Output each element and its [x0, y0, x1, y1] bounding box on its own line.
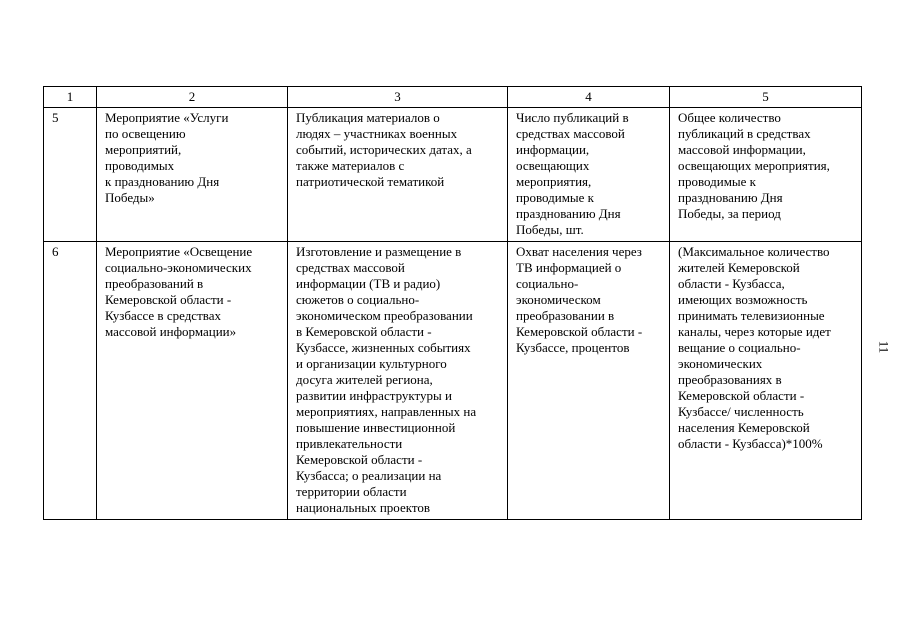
header-cell-5: 5 [670, 87, 862, 108]
indicators-table [43, 86, 862, 520]
header-cell-1: 1 [44, 87, 97, 108]
header-cell-4: 4 [508, 87, 670, 108]
header-cell-3: 3 [288, 87, 508, 108]
page-number: 11 [876, 340, 892, 354]
calculation-method: Общее количество публикаций в средствах массовой информации, освещающих мероприятия, проводимые к празднованию Дня Победы, за период [670, 108, 862, 242]
indicator-name: Охват населения через ТВ информацией о социально- экономическом преобразовании в Кемеровской области - Кузбассе, процентов [508, 242, 670, 520]
event-description: Публикация материалов о людях – участниках военных событий, исторических датах, а также материалов с патриотической тематикой [288, 108, 508, 242]
event-name: Мероприятие «Услуги по освещению мероприятий, проводимых к празднованию Дня Победы» [97, 108, 288, 242]
table-row [44, 108, 862, 242]
row-number: 6 [44, 242, 97, 520]
row-number: 5 [44, 108, 97, 242]
indicator-name: Число публикаций в средствах массовой информации, освещающих мероприятия, проводимые к празднованию Дня Победы, шт. [508, 108, 670, 242]
table-row [44, 242, 862, 520]
calculation-method: (Максимальное количество жителей Кемеровской области - Кузбасса, имеющих возможность принимать телевизионные каналы, через которые идет вещание о социально- экономических преобразованиях в Кемеровской области - Кузбассе/ численность населения Кемеровской области - Кузбасса)*100% [670, 242, 862, 520]
event-description: Изготовление и размещение в средствах массовой информации (ТВ и радио) сюжетов о социально- экономическом преобразовании в Кемеровской области - Кузбассе, жизненных событиях и организации культурного досуга жителей региона, развитии инфраструктуры и мероприятиях, направленных на повышение инвестиционной привлекательности Кемеровской области - Кузбасса; о реализации на территории области национальных проектов [288, 242, 508, 520]
header-cell-2: 2 [97, 87, 288, 108]
event-name: Мероприятие «Освещение социально-экономических преобразований в Кемеровской области - Кузбассе в средствах массовой информации» [97, 242, 288, 520]
table-header-row [44, 87, 862, 108]
